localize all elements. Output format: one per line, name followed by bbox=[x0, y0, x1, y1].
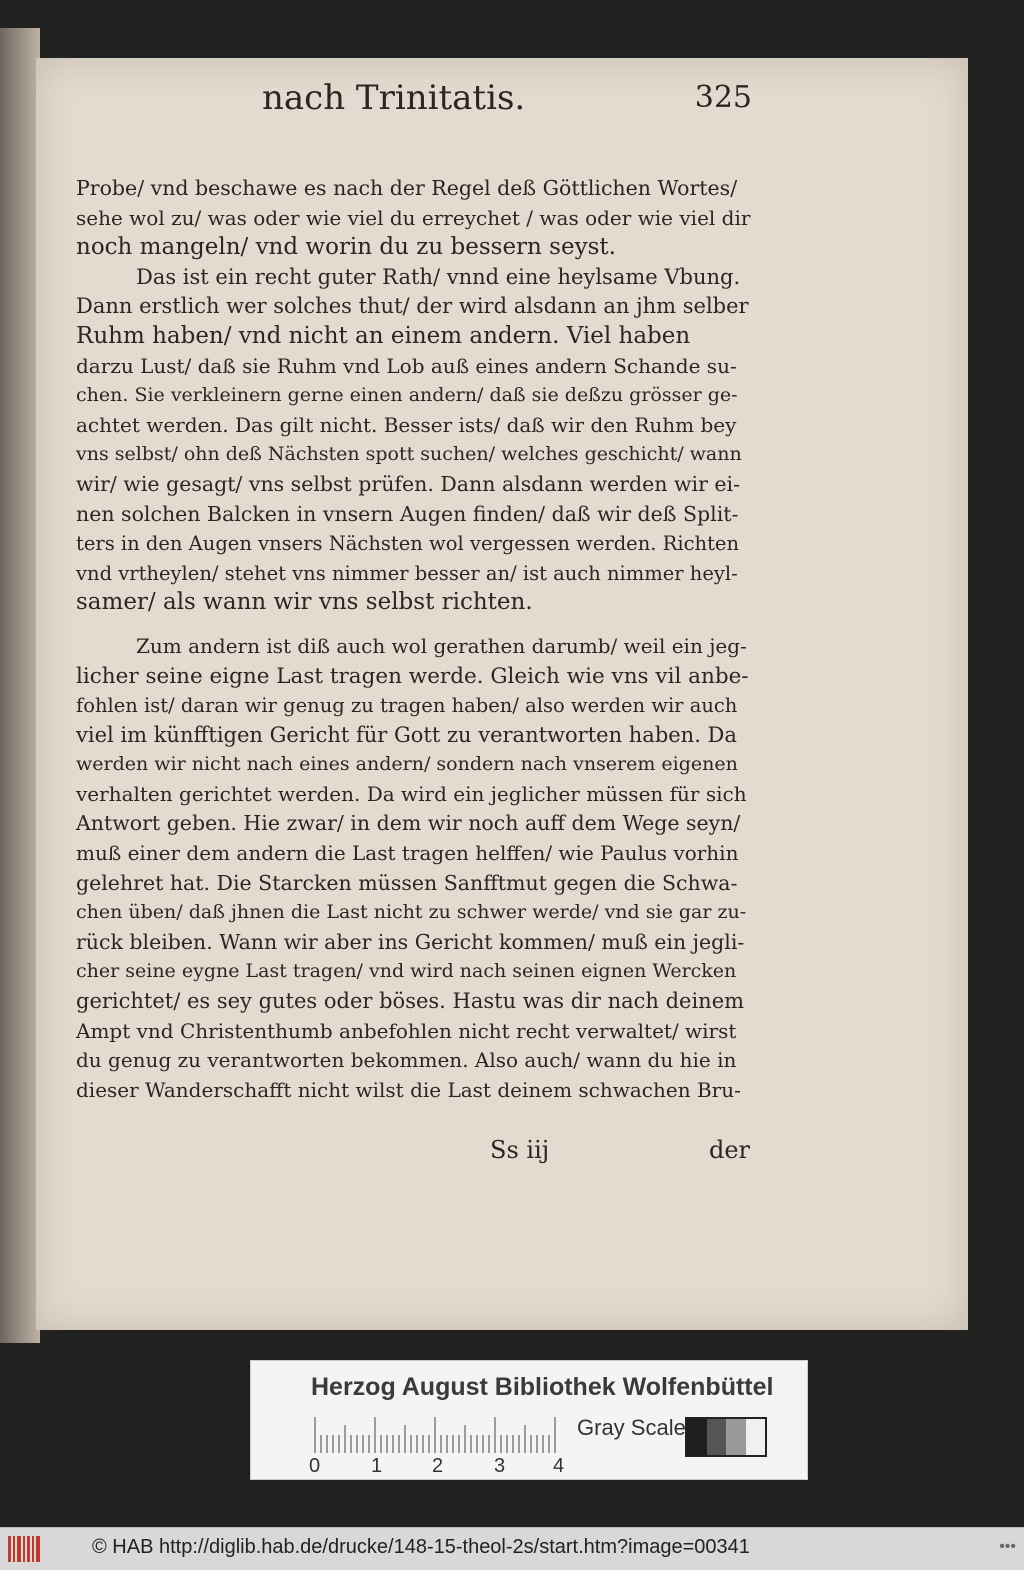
ruler-label: 4 bbox=[553, 1455, 565, 1477]
text-line: verhalten gerichtet werden. Da wird ein jeglicher müssen für sich bbox=[76, 781, 747, 806]
running-header bbox=[262, 78, 752, 122]
source-url[interactable]: © HAB http://diglib.hab.de/drucke/148-15-theol-2s/start.htm?image=00341 bbox=[92, 1536, 750, 1558]
color-calibration-card bbox=[250, 1360, 808, 1480]
ruler-label: 2 bbox=[432, 1455, 444, 1477]
header-title: nach Trinitatis. bbox=[262, 78, 526, 118]
text-line: Probe/ vnd beschawe es nach der Regel deß Göttlichen Wortes/ bbox=[76, 176, 738, 200]
text-line: vnd vrtheylen/ stehet vns nimmer besser an/ ist auch nimmer heyl- bbox=[76, 561, 738, 585]
text-line: cher seine eygne Last tragen/ vnd wird nach seinen eignen Wercken bbox=[76, 960, 737, 983]
barcode-icon bbox=[8, 1536, 42, 1562]
text-line: noch mangeln/ vnd worin du zu bessern seyst. bbox=[76, 234, 616, 261]
gray-swatch bbox=[726, 1419, 746, 1455]
text-line: vns selbst/ ohn deß Nächsten spott suchen/ welches geschicht/ wann bbox=[76, 443, 742, 466]
text-line: werden wir nicht nach eines andern/ sondern nach vnserem eigenen bbox=[76, 753, 738, 776]
body-text bbox=[76, 174, 750, 1105]
text-line: Dann erstlich wer solches thut/ der wird alsdann an jhm selber bbox=[76, 294, 749, 319]
text-line: du genug zu verantworten bekommen. Also auch/ wann du hie in bbox=[76, 1048, 737, 1073]
text-line: Zum andern ist diß auch wol gerathen darumb/ weil ein jeg- bbox=[136, 633, 747, 658]
text-line: sehe wol zu/ was oder wie viel du erreychet / was oder wie viel dir bbox=[76, 205, 751, 230]
text-line: chen üben/ daß jhnen die Last nicht zu schwer werde/ vnd sie gar zu- bbox=[76, 901, 747, 924]
text-line: gelehret hat. Die Starcken müssen Sanfftmut gegen die Schwa- bbox=[76, 870, 738, 895]
text-line: ters in den Augen vnsers Nächsten wol vergessen werden. Richten bbox=[76, 532, 739, 556]
gray-swatch bbox=[746, 1419, 766, 1455]
catchword: der bbox=[708, 1136, 750, 1164]
library-name: Herzog August Bibliothek Wolfenbüttel bbox=[311, 1373, 774, 1401]
more-icon[interactable]: ••• bbox=[999, 1538, 1016, 1555]
ruler-label: 1 bbox=[371, 1455, 383, 1477]
text-line: achtet werden. Das gilt nicht. Besser ists/ daß wir den Ruhm bey bbox=[76, 412, 737, 437]
text-line: dieser Wanderschafft nicht wilst die Last deinem schwachen Bru- bbox=[76, 1077, 741, 1102]
signature-mark: Ss iij bbox=[490, 1136, 550, 1164]
gray-swatch bbox=[707, 1419, 727, 1455]
text-line: rück bleiben. Wann wir aber ins Gericht kommen/ muß ein jegli- bbox=[76, 929, 745, 954]
status-bar bbox=[0, 1527, 1024, 1570]
text-line: Antwort geben. Hie zwar/ in dem wir noch auff dem Wege seyn/ bbox=[76, 811, 741, 836]
text-line: chen. Sie verkleinern gerne einen andern/ daß sie deßzu grösser ge- bbox=[76, 384, 738, 407]
ruler-label: 0 bbox=[309, 1455, 321, 1477]
text-line: Ruhm haben/ vnd nicht an einem andern. Viel haben bbox=[76, 322, 691, 349]
text-line: nen solchen Balcken in vnsern Augen finden/ daß wir deß Split- bbox=[76, 501, 739, 526]
text-line: gerichtet/ es sey gutes oder böses. Hastu was dir nach deinem bbox=[76, 989, 745, 1014]
text-line: Das ist ein recht guter Rath/ vnnd eine heylsame Vbung. bbox=[136, 264, 741, 289]
page-number: 325 bbox=[694, 80, 752, 115]
gray-scale-label: Gray Scale bbox=[577, 1415, 686, 1440]
text-line: darzu Lust/ daß sie Ruhm vnd Lob auß eines andern Schande su- bbox=[76, 353, 737, 378]
text-line: muß einer dem andern die Last tragen helffen/ wie Paulus vorhin bbox=[76, 841, 739, 866]
previous-page-edge bbox=[0, 28, 40, 1343]
text-line: wir/ wie gesagt/ vns selbst prüfen. Dann alsdann werden wir ei- bbox=[76, 471, 740, 496]
ruler-scale bbox=[313, 1413, 563, 1453]
text-line: Ampt vnd Christenthumb anbefohlen nicht recht verwaltet/ wirst bbox=[76, 1018, 737, 1043]
text-line: licher seine eigne Last tragen werde. Gleich wie vns vil anbe- bbox=[76, 663, 749, 689]
page-footer bbox=[480, 1136, 750, 1168]
text-line: viel im künfftigen Gericht für Gott zu verantworten haben. Da bbox=[76, 722, 737, 747]
gray-swatches bbox=[685, 1417, 767, 1457]
text-line: fohlen ist/ daran wir genug zu tragen haben/ also werden wir auch bbox=[76, 694, 738, 718]
text-line: samer/ als wann wir vns selbst richten. bbox=[76, 589, 533, 616]
gray-swatch bbox=[687, 1419, 707, 1455]
ruler-label: 3 bbox=[494, 1455, 506, 1477]
